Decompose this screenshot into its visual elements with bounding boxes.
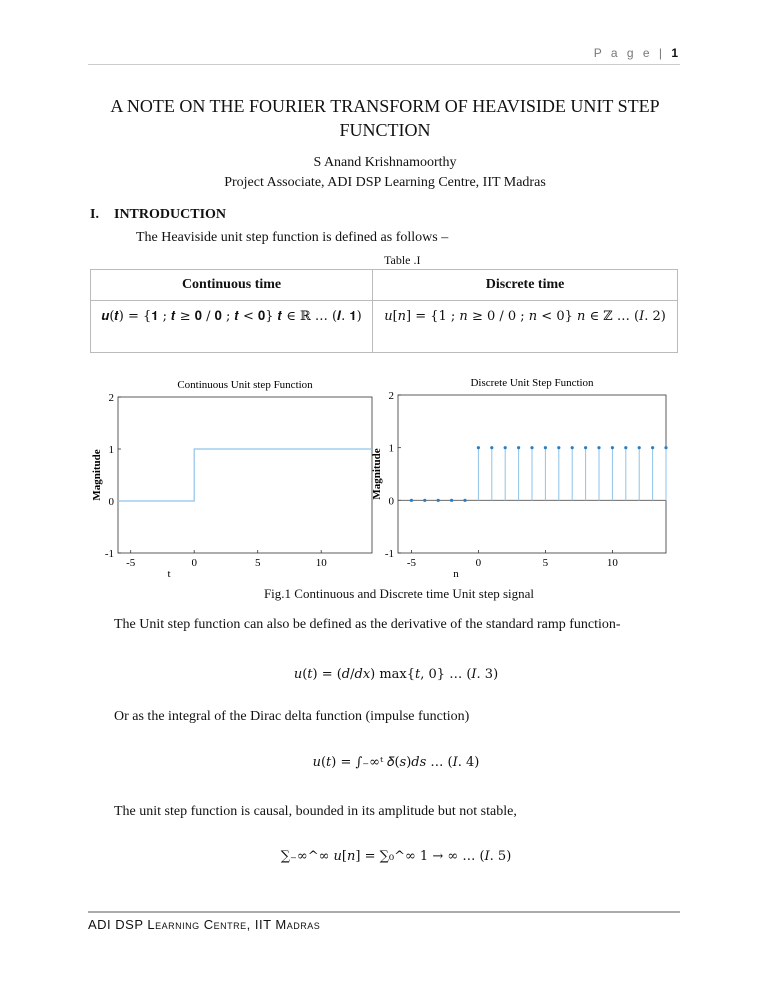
footer-text: ADI DSP Learning Centre, IIT Madras (88, 917, 321, 932)
y-tick-label: 1 (388, 442, 394, 455)
x-tick-label: 5 (254, 557, 261, 569)
stem-point (517, 446, 520, 449)
y-axis-label: Magnitude (371, 448, 383, 500)
equation-i3: 𝑢(𝑡) = (𝑑/𝑑𝑥) max{𝑡, 0} … (𝐼. 3) (293, 667, 499, 682)
stem-point (544, 446, 547, 449)
continuous-equation: 𝒖(𝒕) = {𝟏 ; 𝒕 ≥ 𝟎 / 𝟎 ; 𝒕 < 𝟎} 𝒕 ∈ ℝ … (𝑰. 𝟏) (91, 301, 373, 353)
stem-point (557, 446, 560, 449)
x-tick-label: -5 (126, 557, 136, 569)
author-name: S Anand Krishnamoorthy (313, 155, 457, 170)
table-caption: Table .I (384, 253, 421, 267)
discrete-plot (371, 377, 668, 580)
table-header-continuous: Continuous time (91, 270, 373, 301)
y-tick-label: 2 (388, 390, 394, 402)
x-axis-label: n (453, 568, 459, 580)
equation-i4: 𝑢(𝑡) = ∫₋∞ᵗ 𝛿(𝑠)𝑑𝑠 … (𝐼. 4) (312, 755, 480, 770)
figure-caption: Fig.1 Continuous and Discrete time Unit step signal (263, 586, 535, 601)
discrete-equation: 𝑢[𝑛] = {1 ; 𝑛 ≥ 0 / 0 ; 𝑛 < 0} 𝑛 ∈ ℤ … (𝐼. 2) (373, 301, 678, 353)
stem-point (530, 446, 533, 449)
chart-title: Discrete Unit Step Function (470, 377, 594, 389)
y-axis-label: Magnitude (91, 449, 103, 501)
y-tick-label: 2 (108, 392, 114, 404)
paragraph-ramp: The Unit step function can also be defined as the derivative of the standard ramp function- (114, 617, 621, 632)
stem-point (638, 446, 641, 449)
stem-point (664, 446, 667, 449)
page-number-value: 1 (671, 46, 678, 60)
stem-point (584, 446, 587, 449)
stem-point (651, 446, 654, 449)
y-tick-label: 1 (108, 444, 114, 456)
y-tick-label: 0 (108, 496, 114, 508)
plot-frame (118, 397, 372, 553)
section-title: INTRODUCTION (114, 207, 227, 222)
stem-point (611, 446, 614, 449)
x-tick-label: 0 (475, 557, 482, 569)
stem-point (571, 446, 574, 449)
paragraph-causal: The unit step function is causal, bounded in its amplitude but not stable, (114, 804, 517, 819)
stem-point (437, 499, 440, 502)
stem-point (450, 499, 453, 502)
x-tick-label: 5 (542, 557, 549, 569)
x-tick-label: -5 (406, 557, 416, 569)
equation-i5: ∑₋∞^∞ 𝑢[𝑛] = ∑₀^∞ 1 → ∞ … (𝐼. 5) (280, 849, 512, 864)
y-tick-label: -1 (104, 548, 114, 560)
stem-point (410, 499, 413, 502)
header-rule (88, 64, 680, 65)
paper-title: A NOTE ON THE FOURIER TRANSFORM OF HEAVISIDE UNIT STEP FUNCTION (110, 96, 660, 140)
stem-point (504, 446, 507, 449)
footer-rule (88, 911, 680, 913)
x-tick-label: 10 (606, 557, 618, 569)
paragraph-dirac: Or as the integral of the Dirac delta function (impulse function) (114, 709, 470, 724)
section-number: I. (90, 207, 99, 222)
stem-point (477, 446, 480, 449)
definition-table (90, 269, 678, 353)
x-tick-label: 10 (315, 557, 327, 569)
intro-text: The Heaviside unit step function is defined as follows – (136, 230, 449, 245)
stem-point (423, 499, 426, 502)
x-tick-label: 0 (191, 557, 197, 569)
y-tick-label: -1 (384, 548, 394, 560)
x-axis-label: t (167, 568, 171, 580)
section-heading (90, 207, 226, 223)
continuous-plot (91, 379, 372, 580)
author-block (90, 153, 680, 193)
author-affiliation: Project Associate, ADI DSP Learning Centre, IIT Madras (224, 175, 546, 190)
stem-point (463, 499, 466, 502)
stem-point (597, 446, 600, 449)
chart-title: Continuous Unit step Function (177, 379, 313, 391)
stem-point (624, 446, 627, 449)
stem-point (490, 446, 493, 449)
page-label: P a g e | (593, 46, 665, 60)
page-number (594, 46, 678, 60)
y-tick-label: 0 (388, 495, 394, 508)
figure-unit-step (90, 365, 680, 585)
table-header-discrete: Discrete time (373, 270, 678, 301)
